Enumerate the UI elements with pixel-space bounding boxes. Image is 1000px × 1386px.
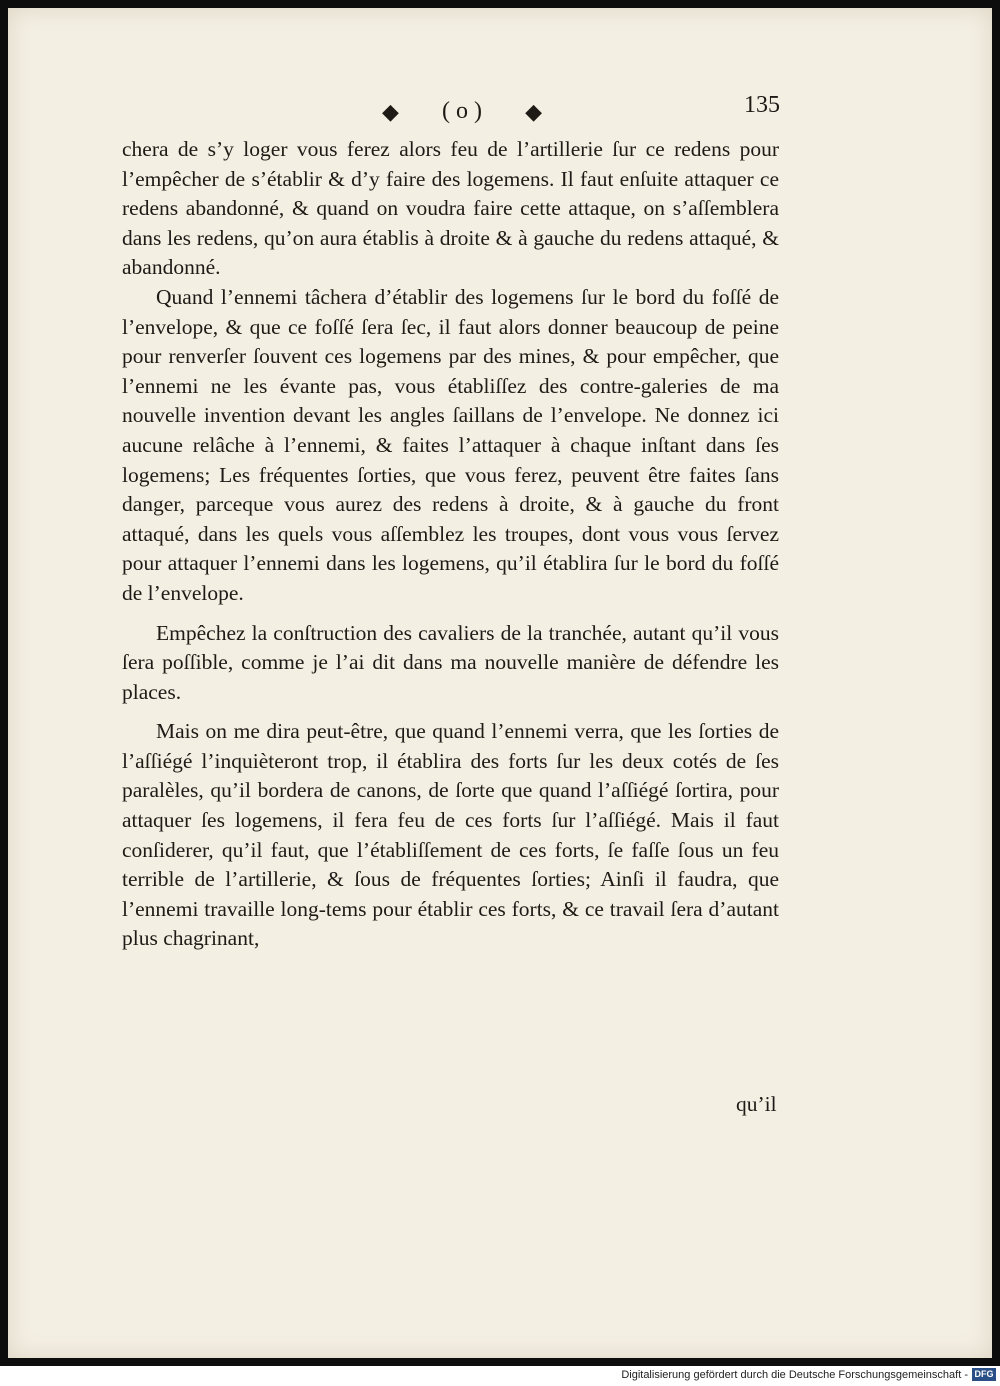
running-head-text: ( o ) xyxy=(442,98,482,124)
page-header xyxy=(0,92,1000,132)
paragraph: Mais on me dira peut-être, que quand l’ennemi verra, que les ſorties de l’aſſiégé l’inquièteront trop, il établira des forts ſur les deux cotés de ſes paralèles, qu’il bordera de canons, de ſorte que quand l’aſſiégé ſortira, pour attaquer ſes logemens, il fera feu de ces forts ſur l’aſſiégé. Mais il faut conſiderer, qu’il faut, que l’établiſſement de ces forts, ſe faſſe ſous un feu terrible de l’artillerie, & ſous de fréquentes ſorties; Ainſi il faudra, que l’ennemi travaille long-tems pour établir ces forts, & ce travail ſera d’autant plus chagrinant, xyxy=(122,719,779,951)
catchword: qu’il xyxy=(736,1092,777,1116)
footer-bar xyxy=(0,1366,1000,1386)
body-text xyxy=(122,135,779,954)
paragraph: chera de s’y loger vous ferez alors feu de l’artillerie ſur ce redens pour l’empêcher de s’établir & d’y faire des logemens. Il faut enſuite attaquer ce redens abandonné, & quand on voudra faire cette attaque, on s’aſſemblera dans les redens, qu’on aura établis à droite & à gauche du redens attaqué, & abandonné. xyxy=(122,137,779,280)
ornament-right-icon: ◆ xyxy=(525,98,542,124)
paragraph: Empêchez la conſtruction des cavaliers de la tranchée, autant qu’il vous ſera poſſible, comme je l’ai dit dans ma nouvelle manière de défendre les places. xyxy=(122,620,779,704)
ornament-left-icon: ◆ xyxy=(382,98,399,124)
paragraph: Quand l’ennemi tâchera d’établir des logemens ſur le bord du foſſé de l’envelope, & que ce foſſé ſera ſec, il faut alors donner beaucoup de peine pour renverſer ſouvent ces logemens par des mines, & pour empêcher, que l’ennemi ne les évante pas, vous établiſſez des contre-galeries de ma nouvelle invention devant les angles ſaillans de l’envelope. Ne donnez ici aucune relâche à l’ennemi, & faites l’attaquer à chaque inſtant dans ſes logemens; Les fréquentes ſorties, que vous ferez, peuvent être faites ſans danger, parceque vous aurez des redens à droite, & à gauche du front attaqué, dans les quels vous aſſemblez les troupes, dont vous vous ſervez pour attaquer l’ennemi dans les logemens, qu’il établira ſur le bord du foſſé de l’envelope. xyxy=(122,284,779,605)
running-head xyxy=(382,98,542,125)
page-number: 135 xyxy=(744,92,780,118)
digitization-credit: Digitalisierung gefördert durch die Deutsche Forschungsgemeinschaft - xyxy=(621,1369,968,1381)
dfg-logo-icon: DFG xyxy=(972,1368,996,1381)
